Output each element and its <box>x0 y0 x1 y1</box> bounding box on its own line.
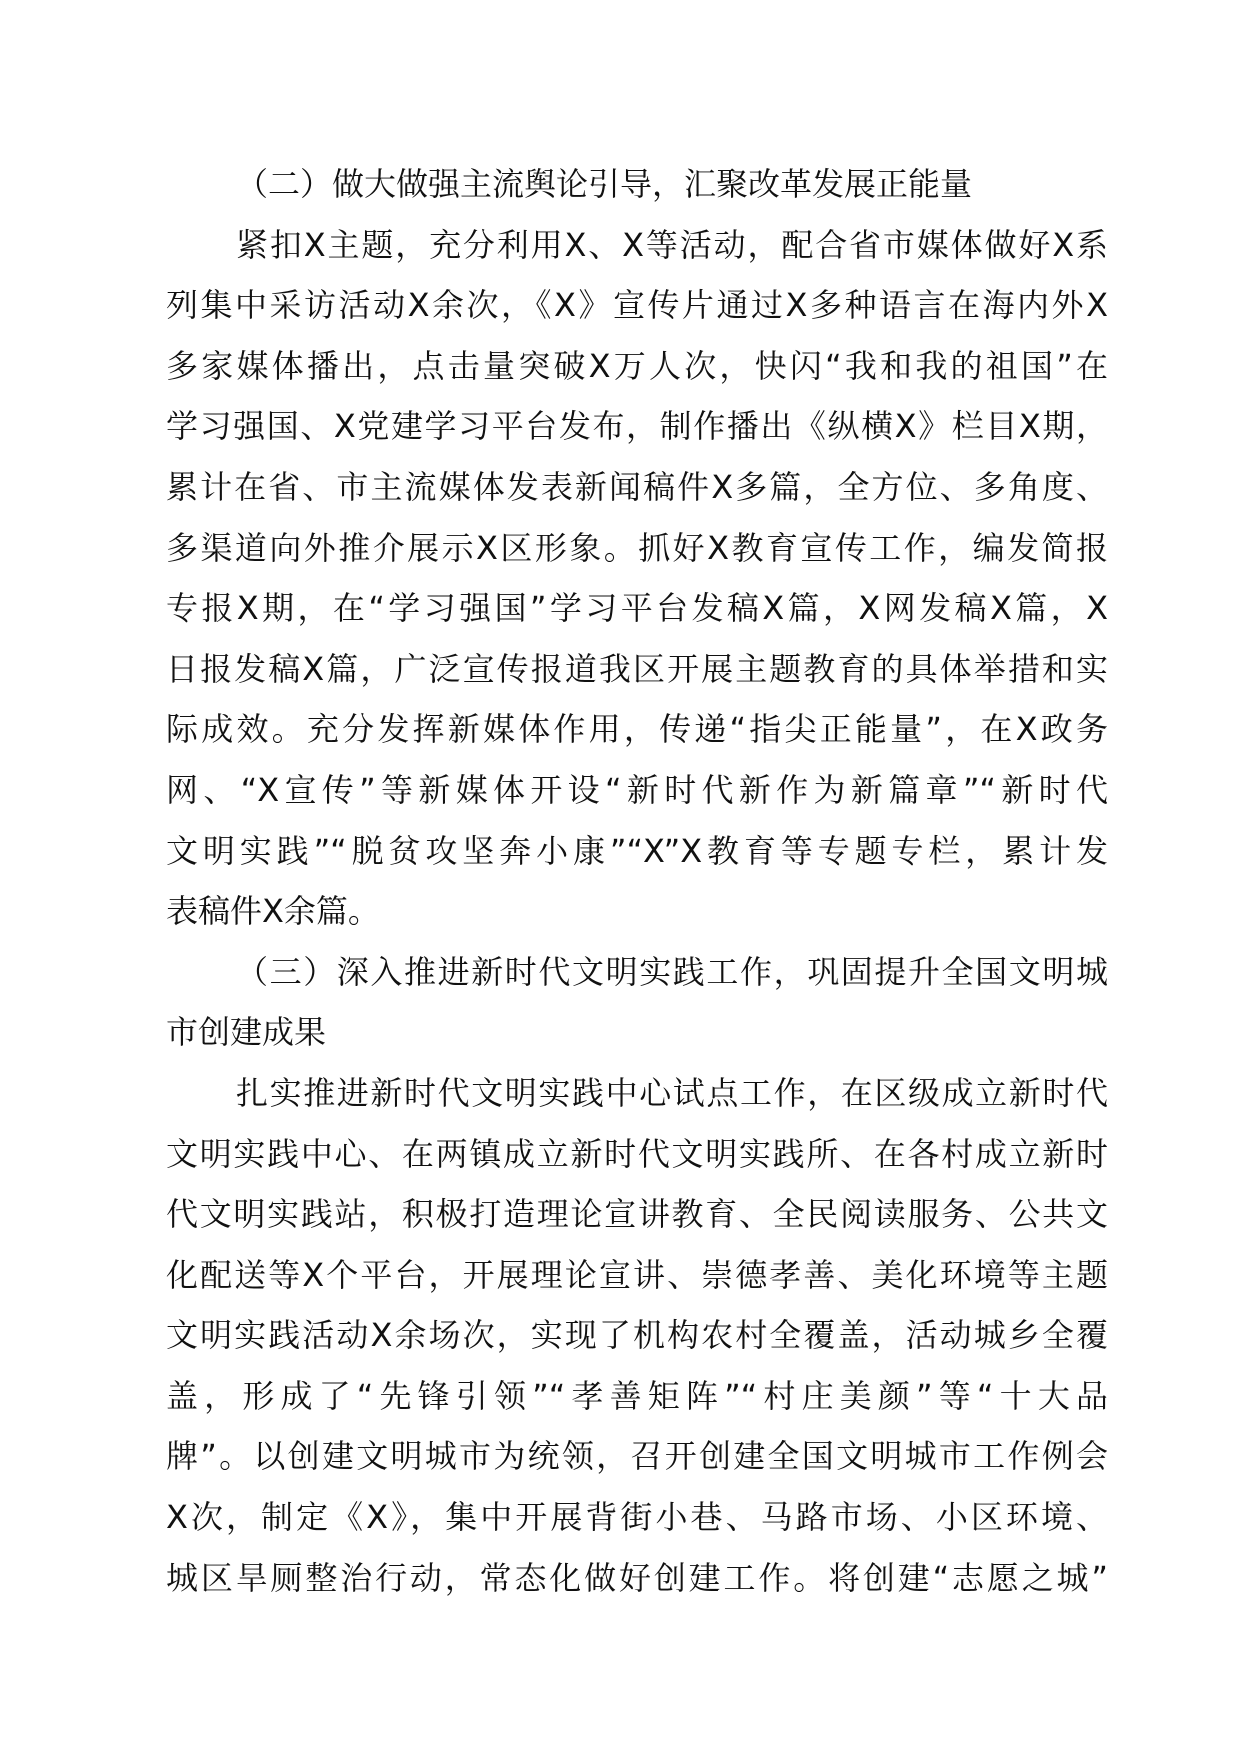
text-line: 牌”。以创建文明城市为统领，召开创建全国文明城市工作例会 <box>166 1437 1108 1476</box>
text-line: 多渠道向外推介展示X区形象。抓好X教育宣传工作，编发简报 <box>166 528 1108 567</box>
text-line: X次，制定《X》，集中开展背街小巷、马路市场、小区环境、 <box>166 1498 1108 1537</box>
text-line: 列集中采访活动X余次，《X》宣传片通过X多种语言在海内外X <box>166 286 1108 325</box>
text-line: 市创建成果 <box>166 1013 327 1052</box>
text-line: 代文明实践站，积极打造理论宣讲教育、全民阅读服务、公共文 <box>166 1195 1108 1234</box>
text-line: （三）深入推进新时代文明实践工作，巩固提升全国文明城 <box>236 952 1108 991</box>
text-line: 紧扣X主题，充分利用X、X等活动，配合省市媒体做好X系 <box>236 225 1108 264</box>
text-line: 化配送等X个平台，开展理论宣讲、崇德孝善、美化环境等主题 <box>166 1255 1108 1294</box>
text-line: 文明实践”“脱贫攻坚奔小康”“X”X教育等专题专栏，累计发 <box>166 831 1108 870</box>
text-line: 表稿件X余篇。 <box>166 892 380 931</box>
text-line: 专报X期，在“学习强国”学习平台发稿X篇，X网发稿X篇，X <box>166 589 1108 628</box>
text-line: 扎实推进新时代文明实践中心试点工作，在区级成立新时代 <box>236 1073 1108 1112</box>
text-line: 学习强国、X党建学习平台发布，制作播出《纵横X》栏目X期， <box>166 407 1108 446</box>
text-line: 际成效。充分发挥新媒体作用，传递“指尖正能量”，在X政务 <box>166 710 1108 749</box>
text-line: 累计在省、市主流媒体发表新闻稿件X多篇，全方位、多角度、 <box>166 467 1108 506</box>
text-line: 盖，形成了“先锋引领”“孝善矩阵”“村庄美颜”等“十大品 <box>166 1376 1108 1415</box>
text-line: 多家媒体播出，点击量突破X万人次，快闪“我和我的祖国”在 <box>166 346 1108 385</box>
text-line: 城区旱厕整治行动，常态化做好创建工作。将创建“志愿之城” <box>166 1558 1108 1597</box>
text-line: 文明实践中心、在两镇成立新时代文明实践所、在各村成立新时 <box>166 1134 1108 1173</box>
text-line: 网、“X宣传”等新媒体开设“新时代新作为新篇章”“新时代 <box>166 770 1108 809</box>
document-body <box>166 154 1108 1608</box>
text-line: （二）做大做强主流舆论引导，汇聚改革发展正能量 <box>236 165 973 203</box>
text-line: 文明实践活动X余场次，实现了机构农村全覆盖，活动城乡全覆 <box>166 1316 1108 1355</box>
text-line: 日报发稿X篇，广泛宣传报道我区开展主题教育的具体举措和实 <box>166 649 1108 688</box>
